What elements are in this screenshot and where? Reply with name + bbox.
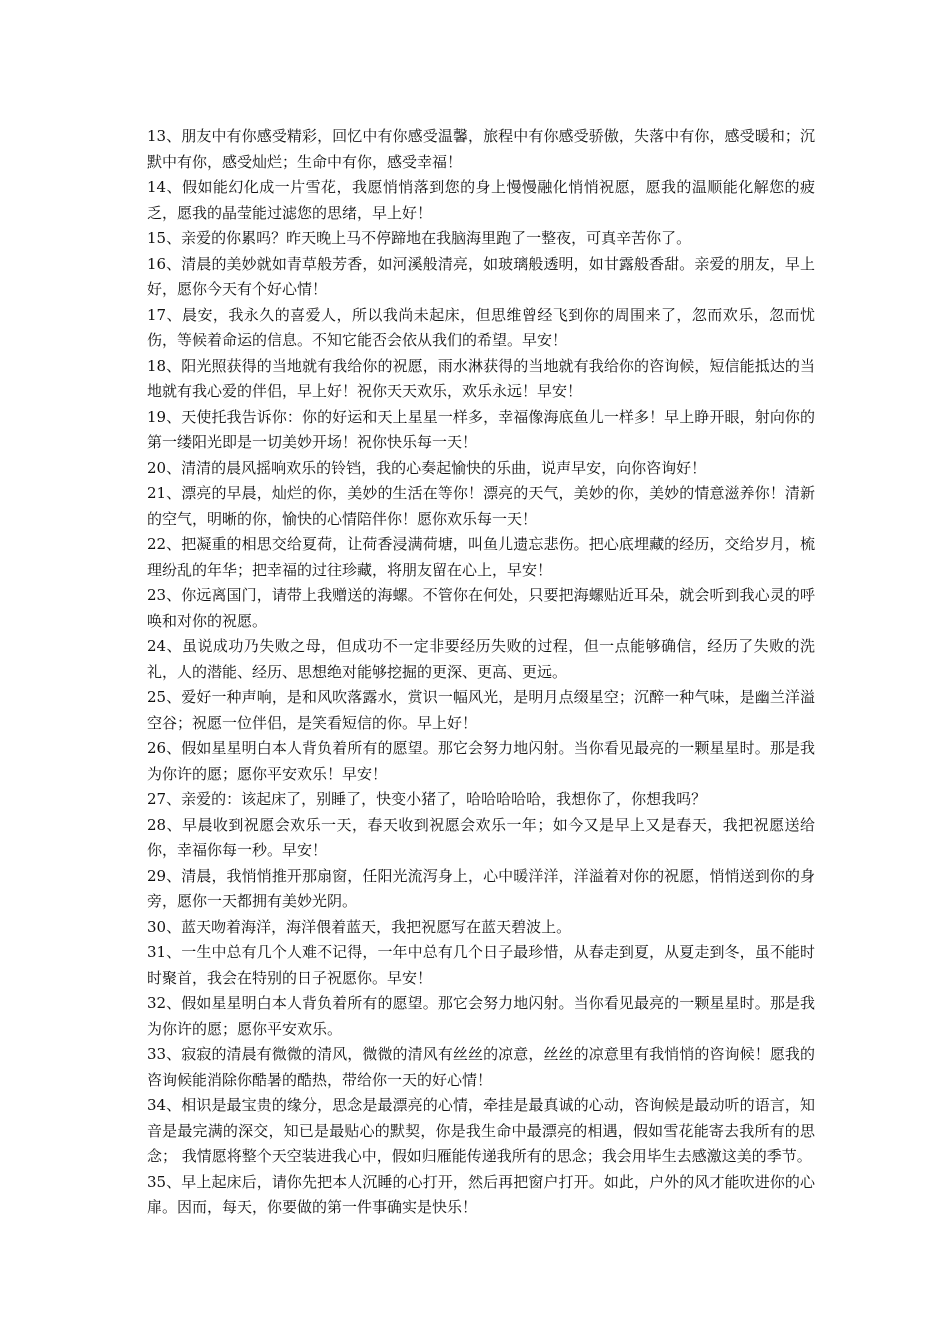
paragraph-25: 25、爱好一种声响，是和风吹落露水，赏识一幅风光，是明月点缀星空；沉醉一种气味，是幽兰洋溢空谷；祝愿一位伴侣，是笑看短信的你。早上好！: [147, 688, 815, 732]
paragraph-17: 17、晨安，我永久的喜爱人，所以我尚未起床，但思维曾经飞到你的周围来了，忽而欢乐，忽而忧伤，等候着命运的信息。不知它能否会依从我们的希望。早安！: [147, 305, 815, 349]
paragraph-35: 35、早上起床后，请你先把本人沉睡的心打开，然后再把窗户打开。如此，户外的风才能吹进你的心扉。因而，每天，你要做的第一件事确实是快乐！: [147, 1172, 815, 1216]
document-page: [147, 124, 815, 1221]
paragraph-14: 14、假如能幻化成一片雪花，我愿悄悄落到您的身上慢慢融化悄悄祝愿，愿我的温顺能化解您的疲乏，愿我的晶莹能过滤您的思绪，早上好！: [147, 178, 815, 222]
paragraph-13: 13、朋友中有你感受精彩，回忆中有你感受温馨，旅程中有你感受骄傲，失落中有你，感受暖和；沉默中有你，感受灿烂；生命中有你，感受幸福！: [147, 127, 815, 171]
paragraph-19: 19、天使托我告诉你：你的好运和天上星星一样多，幸福像海底鱼儿一样多！早上睁开眼，射向你的第一缕阳光即是一切美妙开场！祝你快乐每一天！: [147, 407, 815, 451]
paragraph-23: 23、你远离国门，请带上我赠送的海螺。不管你在何处，只要把海螺贴近耳朵，就会听到我心灵的呼唤和对你的祝愿。: [147, 586, 815, 630]
paragraph-18: 18、阳光照获得的当地就有我给你的祝愿，雨水淋获得的当地就有我给你的咨询候，短信能抵达的当地就有我心爱的伴侣，早上好！祝你天天欢乐，欢乐永远！早安！: [147, 356, 815, 400]
paragraph-22: 22、把凝重的相思交给夏荷，让荷香浸满荷塘，叫鱼儿遗忘悲伤。把心底埋藏的经历，交给岁月，梳理纷乱的年华；把幸福的过往珍藏，将朋友留在心上，早安！: [147, 535, 815, 579]
paragraph-31: 31、一生中总有几个人难不记得，一年中总有几个日子最珍惜，从春走到夏，从夏走到冬，虽不能时时聚首，我会在特别的日子祝愿你。早安！: [147, 943, 815, 987]
paragraph-30: 30、蓝天吻着海洋，海洋偎着蓝天，我把祝愿写在蓝天碧波上。: [147, 917, 572, 936]
paragraph-21: 21、漂亮的早晨，灿烂的你，美妙的生活在等你！漂亮的天气，美妙的你，美妙的情意滋养你！清新的空气，明晰的你，愉快的心情陪伴你！愿你欢乐每一天！: [147, 484, 815, 528]
paragraph-24: 24、虽说成功乃失败之母，但成功不一定非要经历失败的过程，但一点能够确信，经历了失败的洗礼，人的潜能、经历、思想绝对能够挖掘的更深、更高、更远。: [147, 637, 815, 681]
paragraph-15: 15、亲爱的你累吗？昨天晚上马不停蹄地在我脑海里跑了一整夜，可真辛苦你了。: [147, 229, 692, 247]
paragraph-34: 34、相识是最宝贵的缘分，思念是最漂亮的心情，牵挂是最真诚的心动，咨询候是最动听的语言，知音是最完满的深交，知已是最贴心的默契，你是我生命中最漂亮的相遇，假如雪花能寄去我所有的思念； 我情愿将整个天空装进我心中，假如归雁能传递我所有的思念；我会用毕生去感激这美的季节。: [147, 1096, 815, 1165]
paragraph-29: 29、清晨，我悄悄推开那扇窗，任阳光流泻身上，心中暖洋洋，洋溢着对你的祝愿，悄悄送到你的身旁，愿你一天都拥有美妙光阴。: [147, 866, 815, 910]
paragraph-28: 28、早晨收到祝愿会欢乐一天，春天收到祝愿会欢乐一年；如今又是早上又是春天，我把祝愿送给你，幸福你每一秒。早安！: [147, 815, 815, 859]
paragraph-27: 27、亲爱的：该起床了，别睡了，快变小猪了，哈哈哈哈哈，我想你了，你想我吗？: [147, 790, 707, 808]
paragraph-26: 26、假如星星明白本人背负着所有的愿望。那它会努力地闪射。当你看见最亮的一颗星星时。那是我为你许的愿；愿你平安欢乐！早安！: [147, 739, 815, 783]
paragraph-20: 20、清清的晨风摇响欢乐的铃铛，我的心奏起愉快的乐曲，说声早安，向你咨询好！: [147, 458, 707, 477]
paragraph-33: 33、寂寂的清晨有微微的清风，微微的清风有丝丝的凉意，丝丝的凉意里有我悄悄的咨询候！愿我的咨询候能消除你酷暑的酷热，带给你一天的好心情！: [147, 1045, 815, 1089]
paragraph-16: 16、清晨的美妙就如青草般芳香，如河溪般清亮，如玻璃般透明，如甘露般香甜。亲爱的朋友，早上好，愿你今天有个好心情！: [147, 254, 815, 298]
paragraph-32: 32、假如星星明白本人背负着所有的愿望。那它会努力地闪射。当你看见最亮的一颗星星时。那是我为你许的愿；愿你平安欢乐。: [147, 994, 815, 1038]
